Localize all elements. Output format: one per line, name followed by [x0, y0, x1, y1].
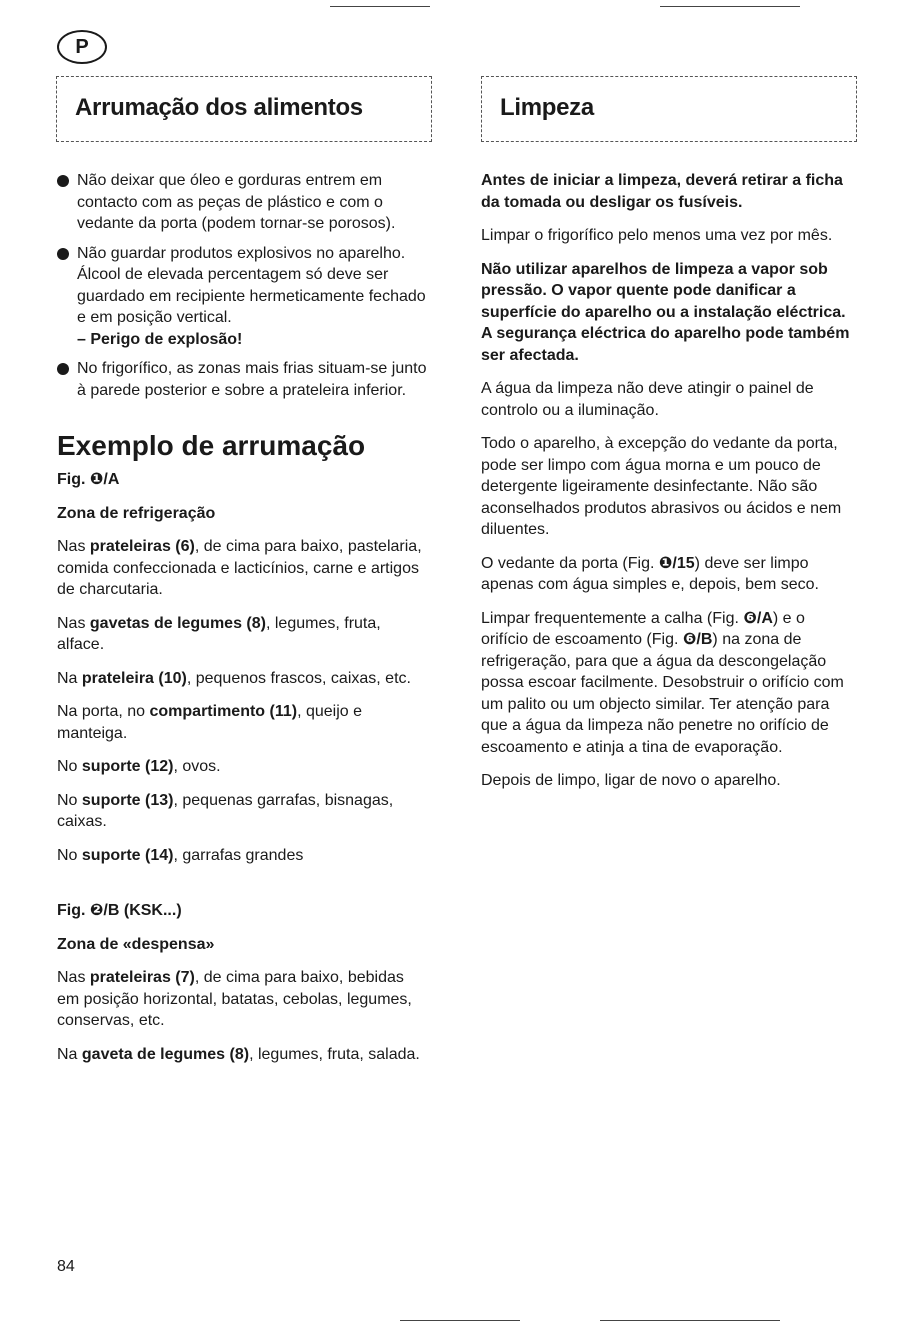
left-column [57, 170, 427, 1077]
zone1-item: Na porta, no compartimento (11), queijo e manteiga. [57, 703, 363, 742]
zone2-item: Na gaveta de legumes (8), legumes, fruta, salada. [57, 1045, 420, 1063]
fig-ref: ❶/15 [658, 554, 695, 572]
paragraph: Limpar o frigorífico pelo menos uma vez por mês. [481, 227, 833, 244]
zone1-item: No suporte (12), ovos. [57, 758, 221, 775]
warning-steam: Não utilizar aparelhos de limpeza a vapor sob pressão. O vapor quente pode danificar a superfície do aparelho ou a instalação eléctrica. A segurança eléctrica do aparelho pode também ser afectada. [481, 260, 850, 364]
fig-ref: ❻/B [682, 631, 713, 648]
paragraph: A água da limpeza não deve atingir o painel de controlo ou a iluminação. [481, 380, 814, 419]
zone1-item: No suporte (13), pequenas garrafas, bisnagas, caixas. [57, 791, 394, 830]
top-rule-left [330, 6, 430, 7]
storage-bullets [57, 170, 427, 401]
top-rule-right [660, 6, 800, 7]
zone1-item: No suporte (14), garrafas grandes [57, 846, 304, 864]
right-section-header [481, 76, 857, 142]
section-title-arrumacao: Arrumação dos alimentos [75, 94, 363, 121]
zone-title-pantry: Zona de «despensa» [57, 935, 215, 953]
bottom-rule-right [600, 1320, 780, 1321]
paragraph: Depois de limpo, ligar de novo o aparelho. [481, 772, 781, 789]
fig-reference-2: Fig. ❷/B (KSK...) [57, 902, 182, 919]
zone-title-refrigeration: Zona de refrigeração [57, 504, 216, 522]
zone2-item: Nas prateleiras (7), de cima para baixo, bebidas em posição horizontal, batatas, cebolas, legumes, conservas, etc. [57, 969, 412, 1029]
language-badge: P [57, 30, 107, 64]
page-number: 84 [57, 1258, 75, 1275]
right-column [481, 170, 851, 804]
explosion-warning: – Perigo de explosão! [77, 330, 243, 348]
fig-reference-1: Fig. ❶/A [57, 471, 120, 488]
paragraph: Limpar frequentemente a calha (Fig. ❻/A) e o orifício de escoamento (Fig. ❻/B) na zona de refrigeração, para que a água da descongelação possa escoar facilmente. Desobstruir o orifício com um palito ou um objecto similar. Ter atenção para que a água da limpeza não penetre no orifício de escoamento e atinja a tina de evaporação. [481, 609, 844, 756]
bottom-rule-left [400, 1320, 520, 1321]
section-title-limpeza: Limpeza [500, 94, 594, 121]
warning-unplug: Antes de iniciar a limpeza, deverá retirar a ficha da tomada ou desligar os fusíveis. [481, 172, 843, 211]
example-heading: Exemplo de arrumação [57, 430, 366, 461]
bullet-item: No frigorífico, as zonas mais frias situam-se junto à parede posterior e sobre a prateleira inferior. [57, 358, 427, 401]
zone1-item: Nas gavetas de legumes (8), legumes, fruta, alface. [57, 614, 381, 653]
zone1-item: Nas prateleiras (6), de cima para baixo, pastelaria, comida confeccionada e lacticínios, carne e artigos de charcutaria. [57, 538, 422, 598]
fig-ref: ❻/A [743, 609, 773, 627]
bullet-item: Não guardar produtos explosivos no aparelho. Álcool de elevada percentagem só deve ser guardado em recipiente hermeticamente fechado e em posição vertical. – Perigo de explosão! [57, 243, 427, 351]
left-section-header [56, 76, 432, 142]
paragraph: Todo o aparelho, à excepção do vedante da porta, pode ser limpo com água morna e um pouco de detergente ligeiramente desinfectante. Não são aconselhados produtos abrasivos ou ácidos e nem diluentes. [481, 435, 842, 538]
paragraph: O vedante da porta (Fig. ❶/15) deve ser limpo apenas com água simples e, depois, bem seco. [481, 554, 819, 593]
zone1-item: Na prateleira (10), pequenos frascos, caixas, etc. [57, 669, 411, 687]
bullet-item: Não deixar que óleo e gorduras entrem em contacto com as peças de plástico e com o vedante da porta (podem tornar-se porosos). [57, 170, 427, 235]
